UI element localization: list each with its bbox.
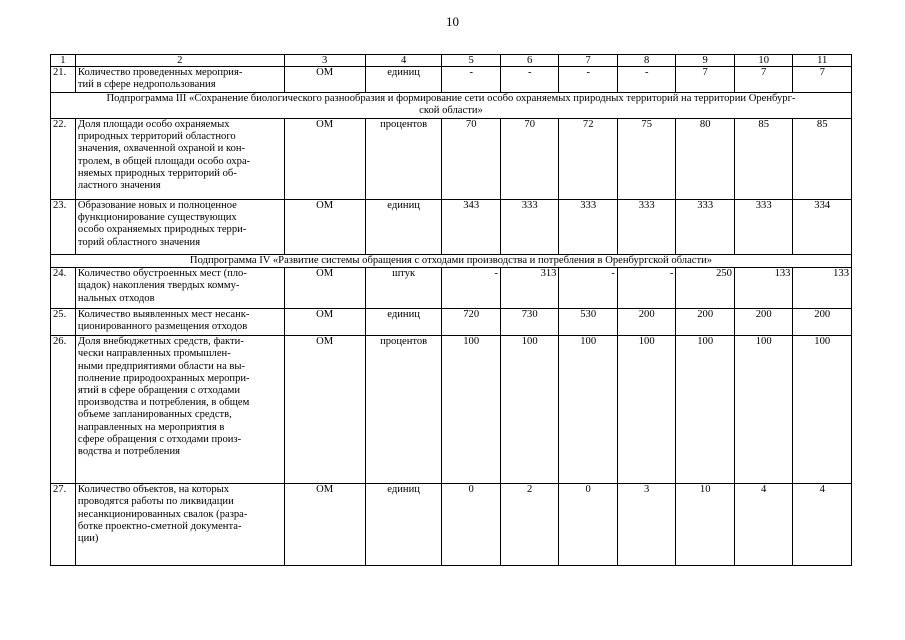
value-cell: 80 bbox=[676, 119, 735, 200]
value-cell: - bbox=[500, 67, 559, 93]
indicator-type: ОМ bbox=[284, 309, 365, 336]
indicator-type: ОМ bbox=[284, 484, 365, 566]
value-cell: 313 bbox=[500, 268, 559, 309]
column-number: 4 bbox=[365, 55, 442, 67]
value-cell: 72 bbox=[559, 119, 618, 200]
unit: единиц bbox=[365, 200, 442, 255]
value-cell: 7 bbox=[676, 67, 735, 93]
table-row bbox=[51, 268, 852, 309]
indicator-type: ОМ bbox=[284, 119, 365, 200]
value-cell: 200 bbox=[734, 309, 793, 336]
value-cell: 7 bbox=[734, 67, 793, 93]
value-cell: 133 bbox=[734, 268, 793, 309]
unit: процентов bbox=[365, 119, 442, 200]
column-number: 6 bbox=[500, 55, 559, 67]
value-cell: 100 bbox=[676, 336, 735, 484]
indicators-table bbox=[50, 54, 852, 566]
row-number: 22. bbox=[51, 119, 76, 200]
subprogram-row bbox=[51, 255, 852, 268]
column-number: 8 bbox=[617, 55, 676, 67]
column-number: 1 bbox=[51, 55, 76, 67]
indicator-type: ОМ bbox=[284, 200, 365, 255]
value-cell: - bbox=[559, 67, 618, 93]
indicator-name: Количество выявленных мест несанк- ционированного размещения отходов bbox=[75, 309, 284, 336]
value-cell: 100 bbox=[793, 336, 852, 484]
value-cell: 7 bbox=[793, 67, 852, 93]
value-cell: 100 bbox=[617, 336, 676, 484]
value-cell: 70 bbox=[442, 119, 501, 200]
value-cell: 100 bbox=[500, 336, 559, 484]
table-row bbox=[51, 336, 852, 484]
indicator-name: Количество объектов, на которых проводятся работы по ликвидации несанкционированных свалок (разра- ботке проектно-сметной документа- ции) bbox=[75, 484, 284, 566]
indicator-type: ОМ bbox=[284, 336, 365, 484]
value-cell: 730 bbox=[500, 309, 559, 336]
value-cell: 10 bbox=[676, 484, 735, 566]
unit: процентов bbox=[365, 336, 442, 484]
column-number: 9 bbox=[676, 55, 735, 67]
column-number: 3 bbox=[284, 55, 365, 67]
value-cell: 333 bbox=[500, 200, 559, 255]
value-cell: 333 bbox=[617, 200, 676, 255]
unit: единиц bbox=[365, 484, 442, 566]
column-number: 5 bbox=[442, 55, 501, 67]
value-cell: - bbox=[442, 67, 501, 93]
unit: единиц bbox=[365, 309, 442, 336]
indicator-type: ОМ bbox=[284, 67, 365, 93]
indicator-name: Доля внебюджетных средств, факти- чески направленных промышлен- ными предприятиями области на вы- полнение природоохранных меропри- ятий в сфере обращения с отходами производства и потребления, в общем объеме запланированных средств, направленных на мероприятия в сфере обращения с отходами произ- водства и потребления bbox=[75, 336, 284, 484]
value-cell: 4 bbox=[734, 484, 793, 566]
subprogram-title: Подпрограмма IV «Развитие системы обращения с отходами производства и потребления в Оренбургской области» bbox=[51, 255, 852, 268]
unit: единиц bbox=[365, 67, 442, 93]
value-cell: 4 bbox=[793, 484, 852, 566]
row-number: 24. bbox=[51, 268, 76, 309]
column-number: 7 bbox=[559, 55, 618, 67]
unit: штук bbox=[365, 268, 442, 309]
indicator-name: Образование новых и полноценное функционирование существующих особо охраняемых природных терри- торий областного значения bbox=[75, 200, 284, 255]
row-number: 25. bbox=[51, 309, 76, 336]
value-cell: 200 bbox=[676, 309, 735, 336]
value-cell: 333 bbox=[559, 200, 618, 255]
row-number: 21. bbox=[51, 67, 76, 93]
indicator-name: Доля площади особо охраняемых природных территорий областного значения, охваченной охраной и кон- тролем, в общей площади особо охра- няемых природных территорий об- ластного значения bbox=[75, 119, 284, 200]
row-number: 26. bbox=[51, 336, 76, 484]
column-number: 10 bbox=[734, 55, 793, 67]
value-cell: 333 bbox=[734, 200, 793, 255]
value-cell: 530 bbox=[559, 309, 618, 336]
value-cell: 3 bbox=[617, 484, 676, 566]
value-cell: 343 bbox=[442, 200, 501, 255]
value-cell: 100 bbox=[442, 336, 501, 484]
value-cell: 0 bbox=[442, 484, 501, 566]
value-cell: 100 bbox=[734, 336, 793, 484]
value-cell: 133 bbox=[793, 268, 852, 309]
row-number: 27. bbox=[51, 484, 76, 566]
indicator-name: Количество обустроенных мест (пло- щадок) накопления твердых комму- нальных отходов bbox=[75, 268, 284, 309]
value-cell: 0 bbox=[559, 484, 618, 566]
value-cell: 70 bbox=[500, 119, 559, 200]
value-cell: 85 bbox=[734, 119, 793, 200]
column-number: 11 bbox=[793, 55, 852, 67]
value-cell: - bbox=[617, 268, 676, 309]
value-cell: 200 bbox=[793, 309, 852, 336]
indicator-name: Количество проведенных мероприя- тий в сфере недропользования bbox=[75, 67, 284, 93]
value-cell: 2 bbox=[500, 484, 559, 566]
value-cell: 334 bbox=[793, 200, 852, 255]
value-cell: - bbox=[617, 67, 676, 93]
page-number: 10 bbox=[446, 14, 459, 29]
indicator-type: ОМ bbox=[284, 268, 365, 309]
value-cell: 75 bbox=[617, 119, 676, 200]
value-cell: 100 bbox=[559, 336, 618, 484]
subprogram-row bbox=[51, 93, 852, 119]
column-number-row bbox=[51, 55, 852, 67]
value-cell: 250 bbox=[676, 268, 735, 309]
value-cell: 333 bbox=[676, 200, 735, 255]
table-row bbox=[51, 67, 852, 93]
value-cell: 85 bbox=[793, 119, 852, 200]
value-cell: 720 bbox=[442, 309, 501, 336]
subprogram-title: Подпрограмма III «Сохранение биологического разнообразия и формирование сети особо охраняемых природных территорий на территории Оренбург- ской области» bbox=[51, 93, 852, 119]
table-row bbox=[51, 309, 852, 336]
table-row bbox=[51, 484, 852, 566]
row-number: 23. bbox=[51, 200, 76, 255]
column-number: 2 bbox=[75, 55, 284, 67]
value-cell: - bbox=[442, 268, 501, 309]
value-cell: 200 bbox=[617, 309, 676, 336]
table-row bbox=[51, 119, 852, 200]
table-row bbox=[51, 200, 852, 255]
value-cell: - bbox=[559, 268, 618, 309]
